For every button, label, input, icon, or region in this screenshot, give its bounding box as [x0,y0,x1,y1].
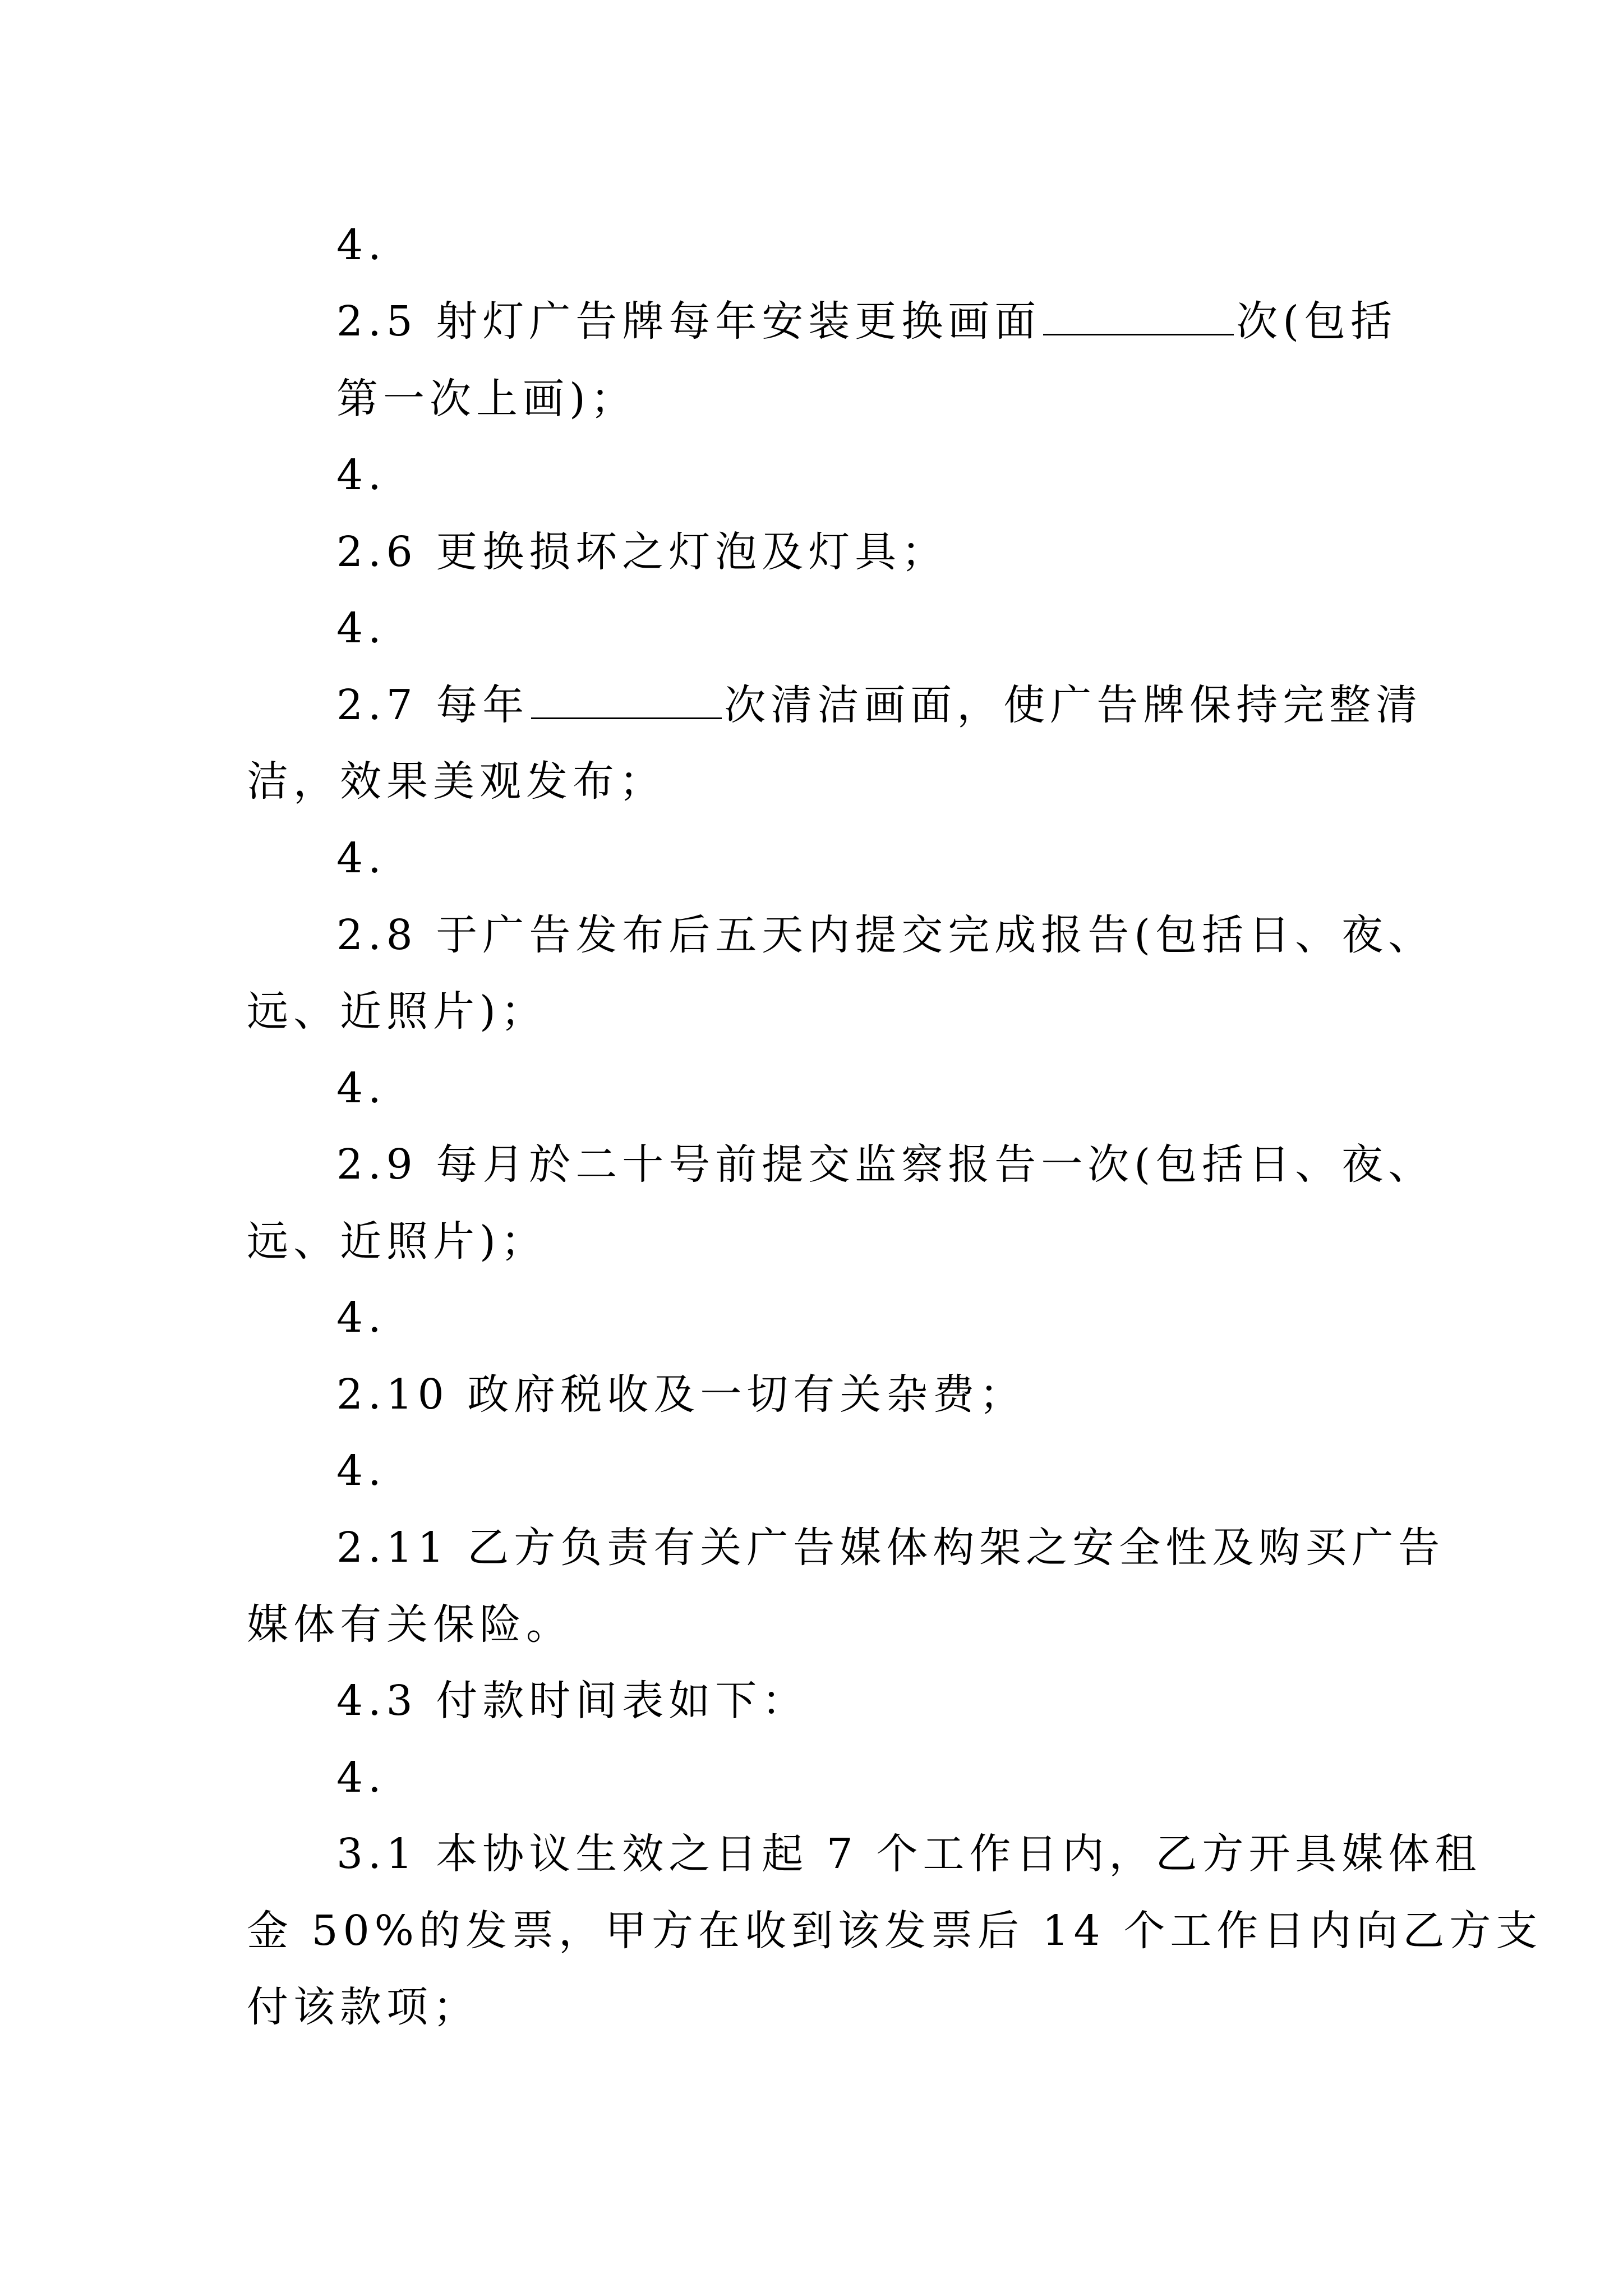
clause-2-5-text-cont: 次(包括 [1236,297,1398,346]
clause-2-7 [336,677,1492,733]
clause-2-11: 2.11 乙方负责有关广告媒体构架之安全性及购买广告 [336,1524,1445,1572]
clause-2-7-text-cont: 次清洁画面，使广告牌保持完整清 [724,681,1423,729]
clause-2-5-text: 2.5 射灯广告牌每年安装更换画面 [336,297,1041,346]
section-number: 4. [336,1447,386,1495]
clause-4-3: 4.3 付款时间表如下： [336,1677,809,1725]
fill-in-blank [531,678,722,719]
clause-3-1: 3.1 本协议生效之日起 7 个工作日内，乙方开具媒体租 [336,1830,1482,1878]
clause-2-10: 2.10 政府税收及一切有关杂费； [336,1370,1026,1419]
clause-2-7-line-2: 洁，效果美观发布； [247,757,666,806]
clause-2-9-line-2: 远、近照片)； [247,1217,547,1266]
clause-2-8-line-2: 远、近照片)； [247,987,547,1036]
section-number: 4. [336,451,386,499]
section-number: 4. [336,834,386,882]
clause-2-11-line-2: 媒体有关保险。 [247,1600,573,1649]
section-number: 4. [336,604,386,652]
clause-3-1-line-2: 金 50%的发票，甲方在收到该发票后 14 个工作日内向乙方支 [247,1907,1543,1955]
clause-2-7-text: 2.7 每年 [336,681,529,729]
clause-2-5-line-2: 第一次上画)； [336,375,637,423]
section-number: 4. [336,1064,386,1112]
fill-in-blank [1043,295,1234,335]
section-number: 4. [336,221,386,269]
clause-3-1-line-3: 付该款项； [247,1983,479,2031]
section-number: 4. [336,1754,386,1802]
clause-2-5 [336,293,1492,349]
clause-2-8: 2.8 于广告发布后五天内提交完成报告(包括日、夜、 [336,911,1435,959]
section-number: 4. [336,1294,386,1342]
clause-2-6: 2.6 更换损坏之灯泡及灯具； [336,528,948,576]
clause-2-9: 2.9 每月於二十号前提交监察报告一次(包括日、夜、 [336,1140,1435,1189]
